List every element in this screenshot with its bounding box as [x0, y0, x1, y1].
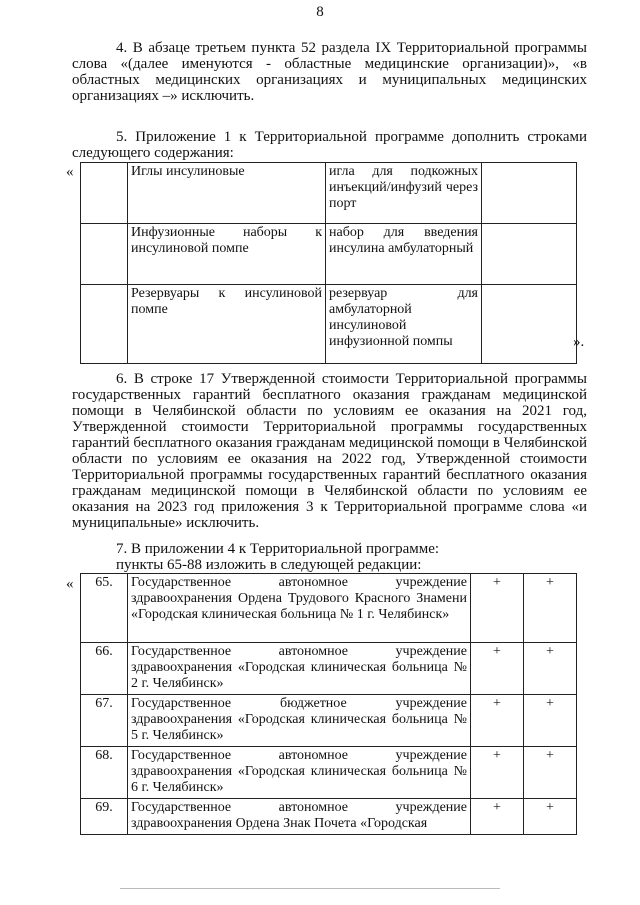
table-row [81, 163, 577, 224]
table-row [81, 643, 577, 695]
organization-name: Государственное автономное учреждение здравоохранения Ордена Знак Почета «Городская [128, 799, 471, 835]
paragraph-5: 5. Приложение 1 к Территориальной программе дополнить строками следующего содержания: [72, 129, 587, 161]
mark-cell: + [524, 695, 577, 747]
table1-close-quote: ». [573, 334, 585, 350]
table2-open-quote: « [66, 576, 74, 592]
organization-name: Государственное автономное учреждение здравоохранения «Городская клиническая больница № 6 г. Челябинск» [128, 747, 471, 799]
mark-cell: + [471, 695, 524, 747]
organization-name: Государственное бюджетное учреждение здравоохранения «Городская клиническая больница № 5 г. Челябинск» [128, 695, 471, 747]
table-cell-empty [482, 224, 577, 285]
row-number: 66. [81, 643, 128, 695]
mark-cell: + [471, 574, 524, 643]
organization-name: Государственное автономное учреждение здравоохранения «Городская клиническая больница № 2 г. Челябинск» [128, 643, 471, 695]
item-description: игла для подкожных инъекций/инфузий через порт [326, 163, 482, 224]
table-row [81, 574, 577, 643]
mark-cell: + [471, 747, 524, 799]
paragraph-6: 6. В строке 17 Утвержденной стоимости Территориальной программы государственных гарантий бесплатного оказания гражданам медицинской помощи в Челябинской области по условиям ее оказания на 2021 год, Утвержденной стоимости Территориальной программы государственных гарантий бесплатного оказания гражданам медицинской помощи в Челябинской области по условиям ее оказания на 2022 год, Утвержденной стоимости Территориальной программы государственных гарантий бесплатного оказания гражданам медицинской помощи в Челябинской области по условиям ее оказания на 2023 год приложения 3 к Территориальной программе слова «и муниципальные» исключить. [72, 371, 587, 531]
mark-cell: + [524, 747, 577, 799]
item-name: Инфузионные наборы к инсулиновой помпе [128, 224, 326, 285]
appendix4-table [80, 573, 577, 835]
paragraph-7-sub: пункты 65-88 изложить в следующей редакции: [116, 557, 422, 573]
table-row [81, 799, 577, 835]
row-number: 67. [81, 695, 128, 747]
organization-name: Государственное автономное учреждение здравоохранения Ордена Трудового Красного Знамени «Городская клиническая больница № 1 г. Челябинск» [128, 574, 471, 643]
table-cell-empty [81, 163, 128, 224]
mark-cell: + [524, 799, 577, 835]
page-bottom-divider [120, 888, 500, 889]
mark-cell: + [524, 643, 577, 695]
mark-cell: + [471, 799, 524, 835]
item-description: резервуар для амбулаторной инсулиновой инфузионной помпы [326, 285, 482, 364]
appendix1-table [80, 162, 577, 364]
table-row [81, 224, 577, 285]
table-row [81, 747, 577, 799]
item-name: Резервуары к инсулиновой помпе [128, 285, 326, 364]
table-cell-empty [81, 285, 128, 364]
table-cell-empty [482, 285, 577, 364]
table-row [81, 695, 577, 747]
row-number: 65. [81, 574, 128, 643]
paragraph-4: 4. В абзаце третьем пункта 52 раздела IX Территориальной программы слова «(далее именуются - областные медицинские организации)», «в областных медицинских организациях и муниципальных медицинских организациях –» исключить. [72, 40, 587, 104]
table-row [81, 285, 577, 364]
row-number: 69. [81, 799, 128, 835]
table-cell-empty [482, 163, 577, 224]
mark-cell: + [524, 574, 577, 643]
row-number: 68. [81, 747, 128, 799]
page-number: 8 [316, 4, 324, 20]
item-name: Иглы инсулиновые [128, 163, 326, 224]
mark-cell: + [471, 643, 524, 695]
table-cell-empty [81, 224, 128, 285]
table1-open-quote: « [66, 164, 74, 180]
item-description: набор для введения инсулина амбулаторный [326, 224, 482, 285]
paragraph-7: 7. В приложении 4 к Территориальной программе: [116, 541, 440, 557]
